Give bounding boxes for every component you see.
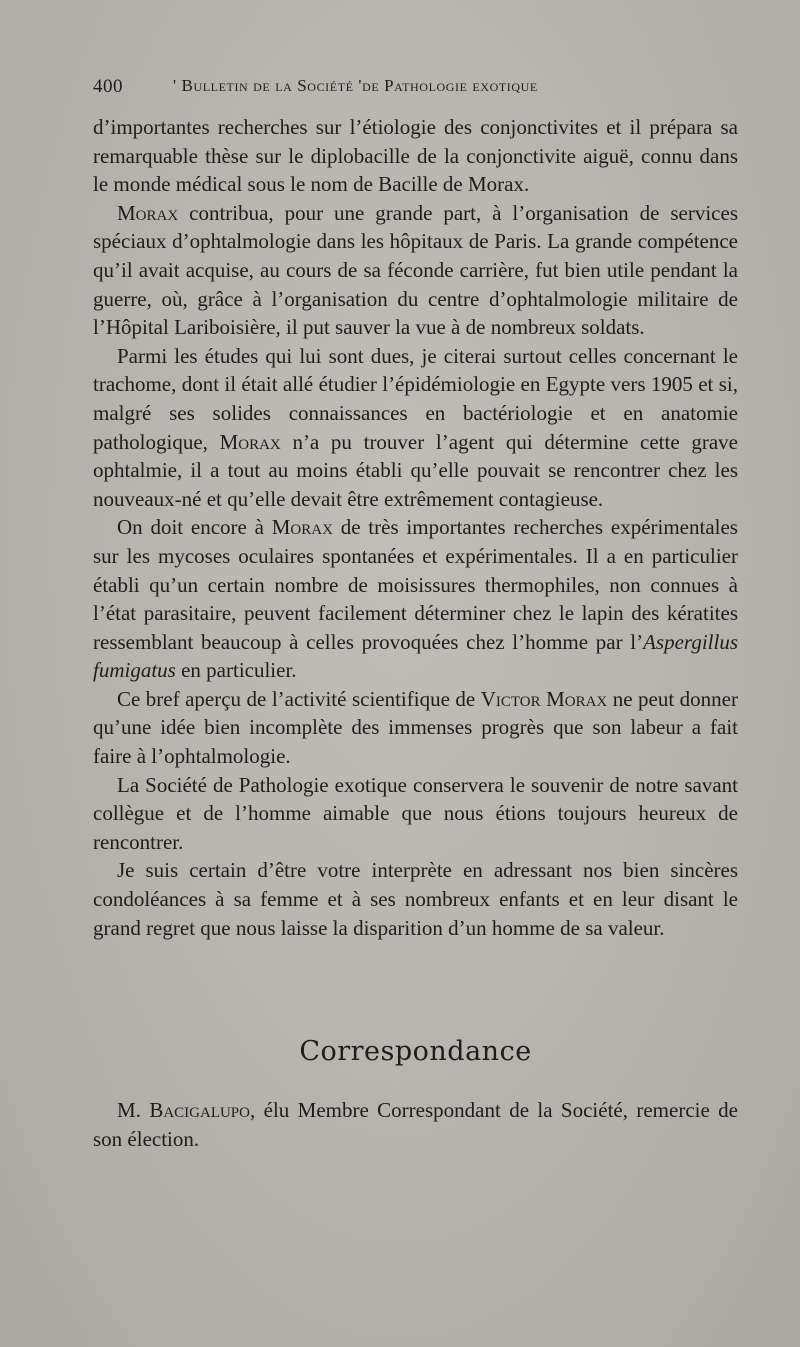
paragraph-4-text-mid: de très importantes recherches expérimentales sur les mycoses oculaires spontanées et expérimentales. Il a en particulier établi qu’un certain nombre de moisissures thermophiles, non connues à l’état parasitaire, peuvent facilement déterminer chez le lapin des kératites ressemblant beaucoup à celles provoquées chez l’homme par l’ [93, 515, 738, 654]
paragraph-4-species: Aspergillus fumigatus [93, 629, 738, 683]
paragraph-4-text-after: en particulier. [175, 658, 297, 683]
section-heading: Correspondance [299, 1036, 532, 1067]
paragraph-1-text: d’importantes recherches sur l’étiologie des conjonctivites et il prépara sa remarquable thèse sur le diplobacille de la conjonctivite aiguë, connu dans le monde médical sous le nom de Bacille de Morax. [93, 115, 738, 197]
paragraph-3-text-before: Parmi les études qui lui sont dues, je citerai surtout celles concernant le trachome, dont il était allé étudier l’épidémiologie en Egypte vers 1905 et si, malgré ses solides connaissances en bactériologie et en anatomie pathologique, [93, 343, 738, 454]
paragraph-7-text: Je suis certain d’être votre interprète en adressant nos bien sincères condoléances à sa femme et à ses nombreux enfants et en leur disant le grand regret que nous laisse la disparition d’un homme de sa valeur. [93, 858, 738, 940]
paragraph-3 [93, 342, 738, 514]
paragraph-2-text: contribua, pour une grande part, à l’organisation de services spéciaux d’ophtalmologie dans les hôpitaux de Paris. La grande compétence qu’il avait acquise, au cours de sa féconde carrière, fut bien utile pendant la guerre, où, grâce à l’organisation du centre d’ophtalmologie militaire de l’Hôpital Lariboisière, il put sauver la vue à de nombreux soldats. [93, 200, 738, 340]
correspondance-body: , élu Membre Correspondant de la Société, remercie de son élection. [93, 1098, 738, 1151]
paragraph-7 [93, 856, 738, 942]
page-number: 400 [93, 76, 123, 97]
paragraph-1 [93, 113, 738, 199]
correspondance-text [93, 1096, 738, 1153]
correspondance-name: Bacigalupo [149, 1098, 250, 1122]
paragraph-5-text-after: ne peut donner qu’une idée bien incomplète des immenses progrès que son labeur a fait faire à l’ophtalmologie. [93, 686, 739, 769]
running-title: ' Bulletin de la Société 'de Pathologie exotique [173, 76, 538, 95]
paragraph-5-name: Victor Morax [480, 686, 608, 711]
paragraph-2 [93, 199, 738, 342]
paragraph-2-lead-name: Morax [117, 200, 179, 225]
running-header [93, 70, 738, 100]
paragraph-3-name: Morax [219, 429, 281, 454]
paragraph-6 [93, 771, 738, 857]
paragraph-4-text-before: On doit encore à [117, 515, 272, 540]
correspondance-paragraph [93, 1096, 738, 1153]
paragraph-3-text-after: n’a pu trouver l’agent qui détermine cette grave ophtalmie, il a tout au moins établi qu’elle pouvait se rencontrer chez les nouveaux-né et qu’elle devait être extrêmement contagieuse. [93, 429, 738, 511]
paragraph-5 [93, 685, 738, 771]
paragraph-6-text: La Société de Pathologie exotique conservera le souvenir de notre savant collègue et de l’homme aimable que nous étions toujours heureux de rencontrer. [93, 772, 738, 854]
obituary-text [93, 113, 738, 942]
paragraph-4 [93, 513, 738, 685]
correspondance-prefix: M. [117, 1098, 150, 1122]
paragraph-5-text-before: Ce bref aperçu de l’activité scientifique de [117, 686, 481, 711]
paragraph-4-name: Morax [271, 515, 333, 540]
